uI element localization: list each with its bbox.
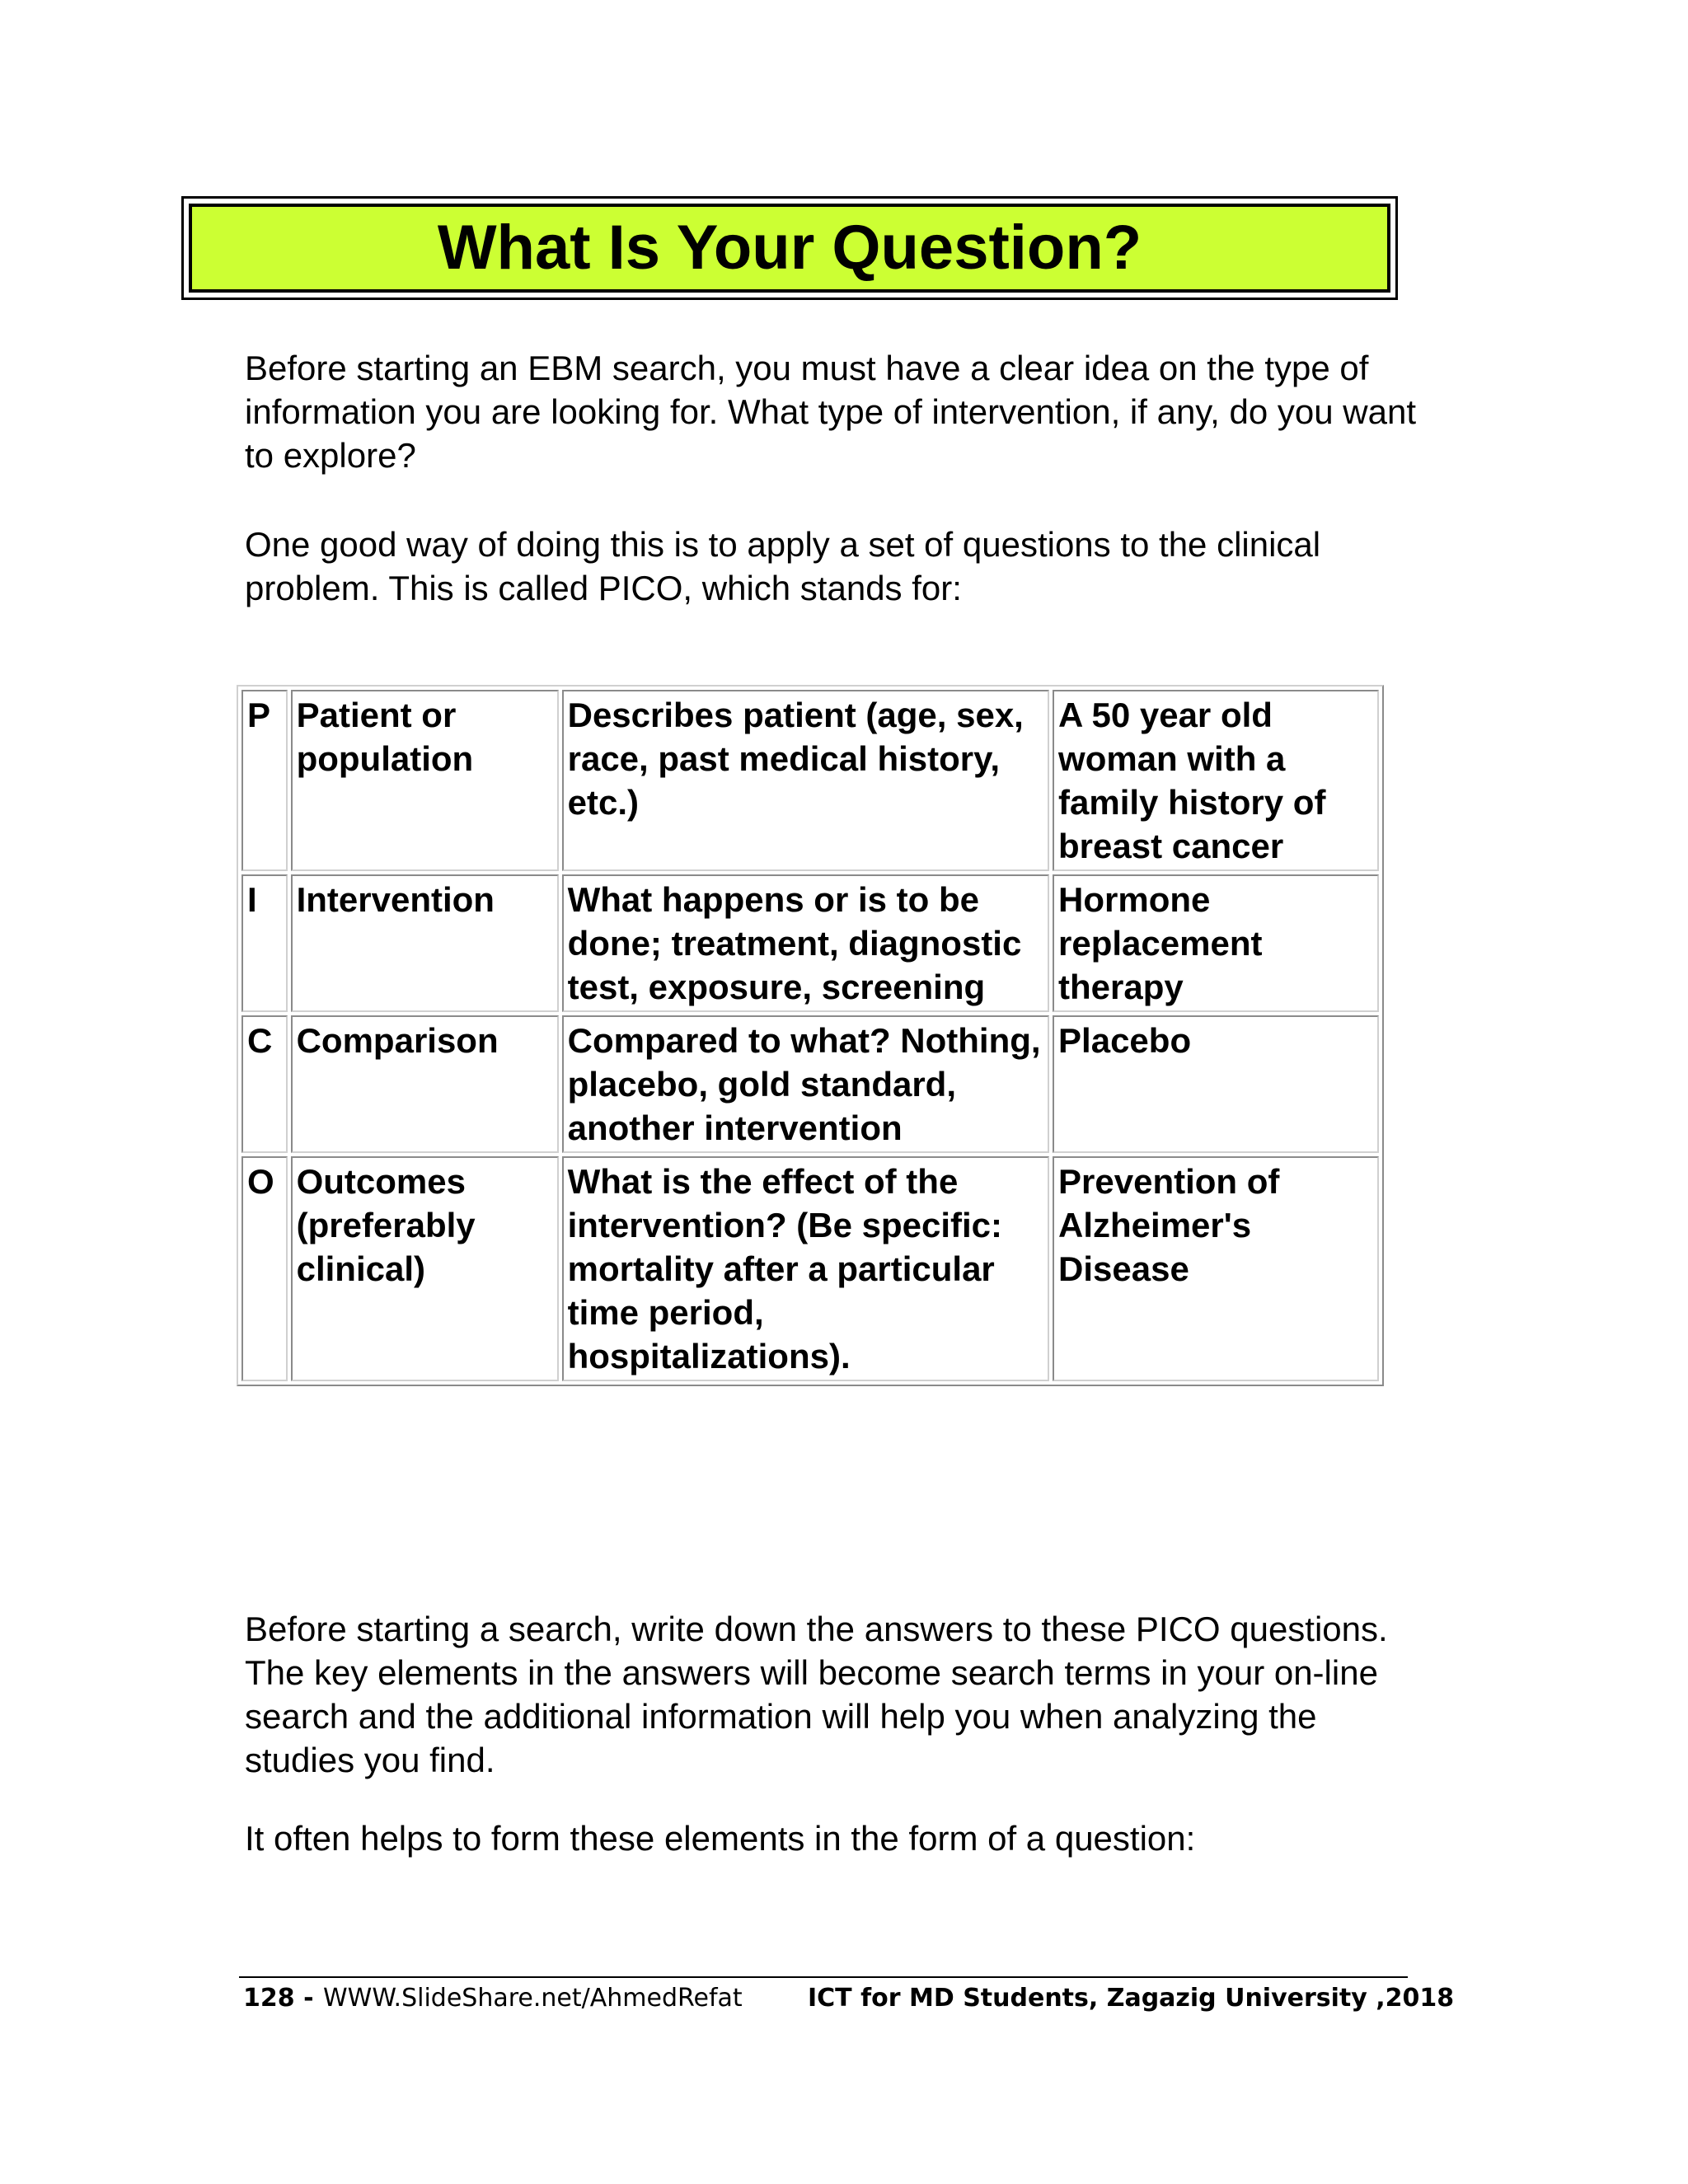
- footer-page-number: 128 -: [243, 1984, 314, 2013]
- after-paragraph-1: Before starting a search, write down the answers to these PICO questions. The key elements in the answers will become search terms in your on-line search and the additional information will help you when analyzing the studies you find.: [245, 1610, 1388, 1779]
- pico-description: Describes patient (age, sex, race, past medical history, etc.): [562, 690, 1049, 871]
- pico-term: Patient or population: [291, 690, 559, 871]
- pico-term: Comparison: [291, 1015, 559, 1153]
- intro-paragraph-2: One good way of doing this is to apply a set of questions to the clinical problem. This is called PICO, which stands for:: [245, 525, 1321, 607]
- footer-divider: [239, 1976, 1408, 1978]
- pico-example: Prevention of Alzheimer's Disease: [1053, 1156, 1379, 1381]
- after-paragraph-2: It often helps to form these elements in the form of a question:: [245, 1819, 1196, 1858]
- pico-description: What is the effect of the intervention? (Be specific: mortality after a particular time period, hospitalizations).: [562, 1156, 1049, 1381]
- title-box: [181, 196, 1398, 300]
- page-title: What Is Your Question?: [437, 213, 1142, 283]
- table-row: [241, 690, 1379, 871]
- table-row: [241, 874, 1379, 1012]
- footer-url: WWW.SlideShare.net/AhmedRefat: [323, 1984, 743, 2013]
- intro-paragraph-1: Before starting an EBM search, you must have a clear idea on the type of information you are looking for. What type of intervention, if any, do you want to explore?: [245, 349, 1417, 475]
- title-banner: [189, 204, 1390, 293]
- pico-term: Intervention: [291, 874, 559, 1012]
- footer-course: ICT for MD Students, Zagazig University ,2018: [808, 1984, 1455, 2013]
- table-row: [241, 1156, 1379, 1381]
- pico-table: [237, 685, 1384, 1386]
- pico-letter: C: [241, 1015, 288, 1153]
- pico-letter: O: [241, 1156, 288, 1381]
- pico-letter: I: [241, 874, 288, 1012]
- pico-description: What happens or is to be done; treatment, diagnostic test, exposure, screening: [562, 874, 1049, 1012]
- table-row: [241, 1015, 1379, 1153]
- pico-letter: P: [241, 690, 288, 871]
- pico-example: Hormone replacement therapy: [1053, 874, 1379, 1012]
- pico-example: Placebo: [1053, 1015, 1379, 1153]
- pico-term: Outcomes (preferably clinical): [291, 1156, 559, 1381]
- pico-example: A 50 year old woman with a family history of breast cancer: [1053, 690, 1379, 871]
- pico-description: Compared to what? Nothing, placebo, gold standard, another intervention: [562, 1015, 1049, 1153]
